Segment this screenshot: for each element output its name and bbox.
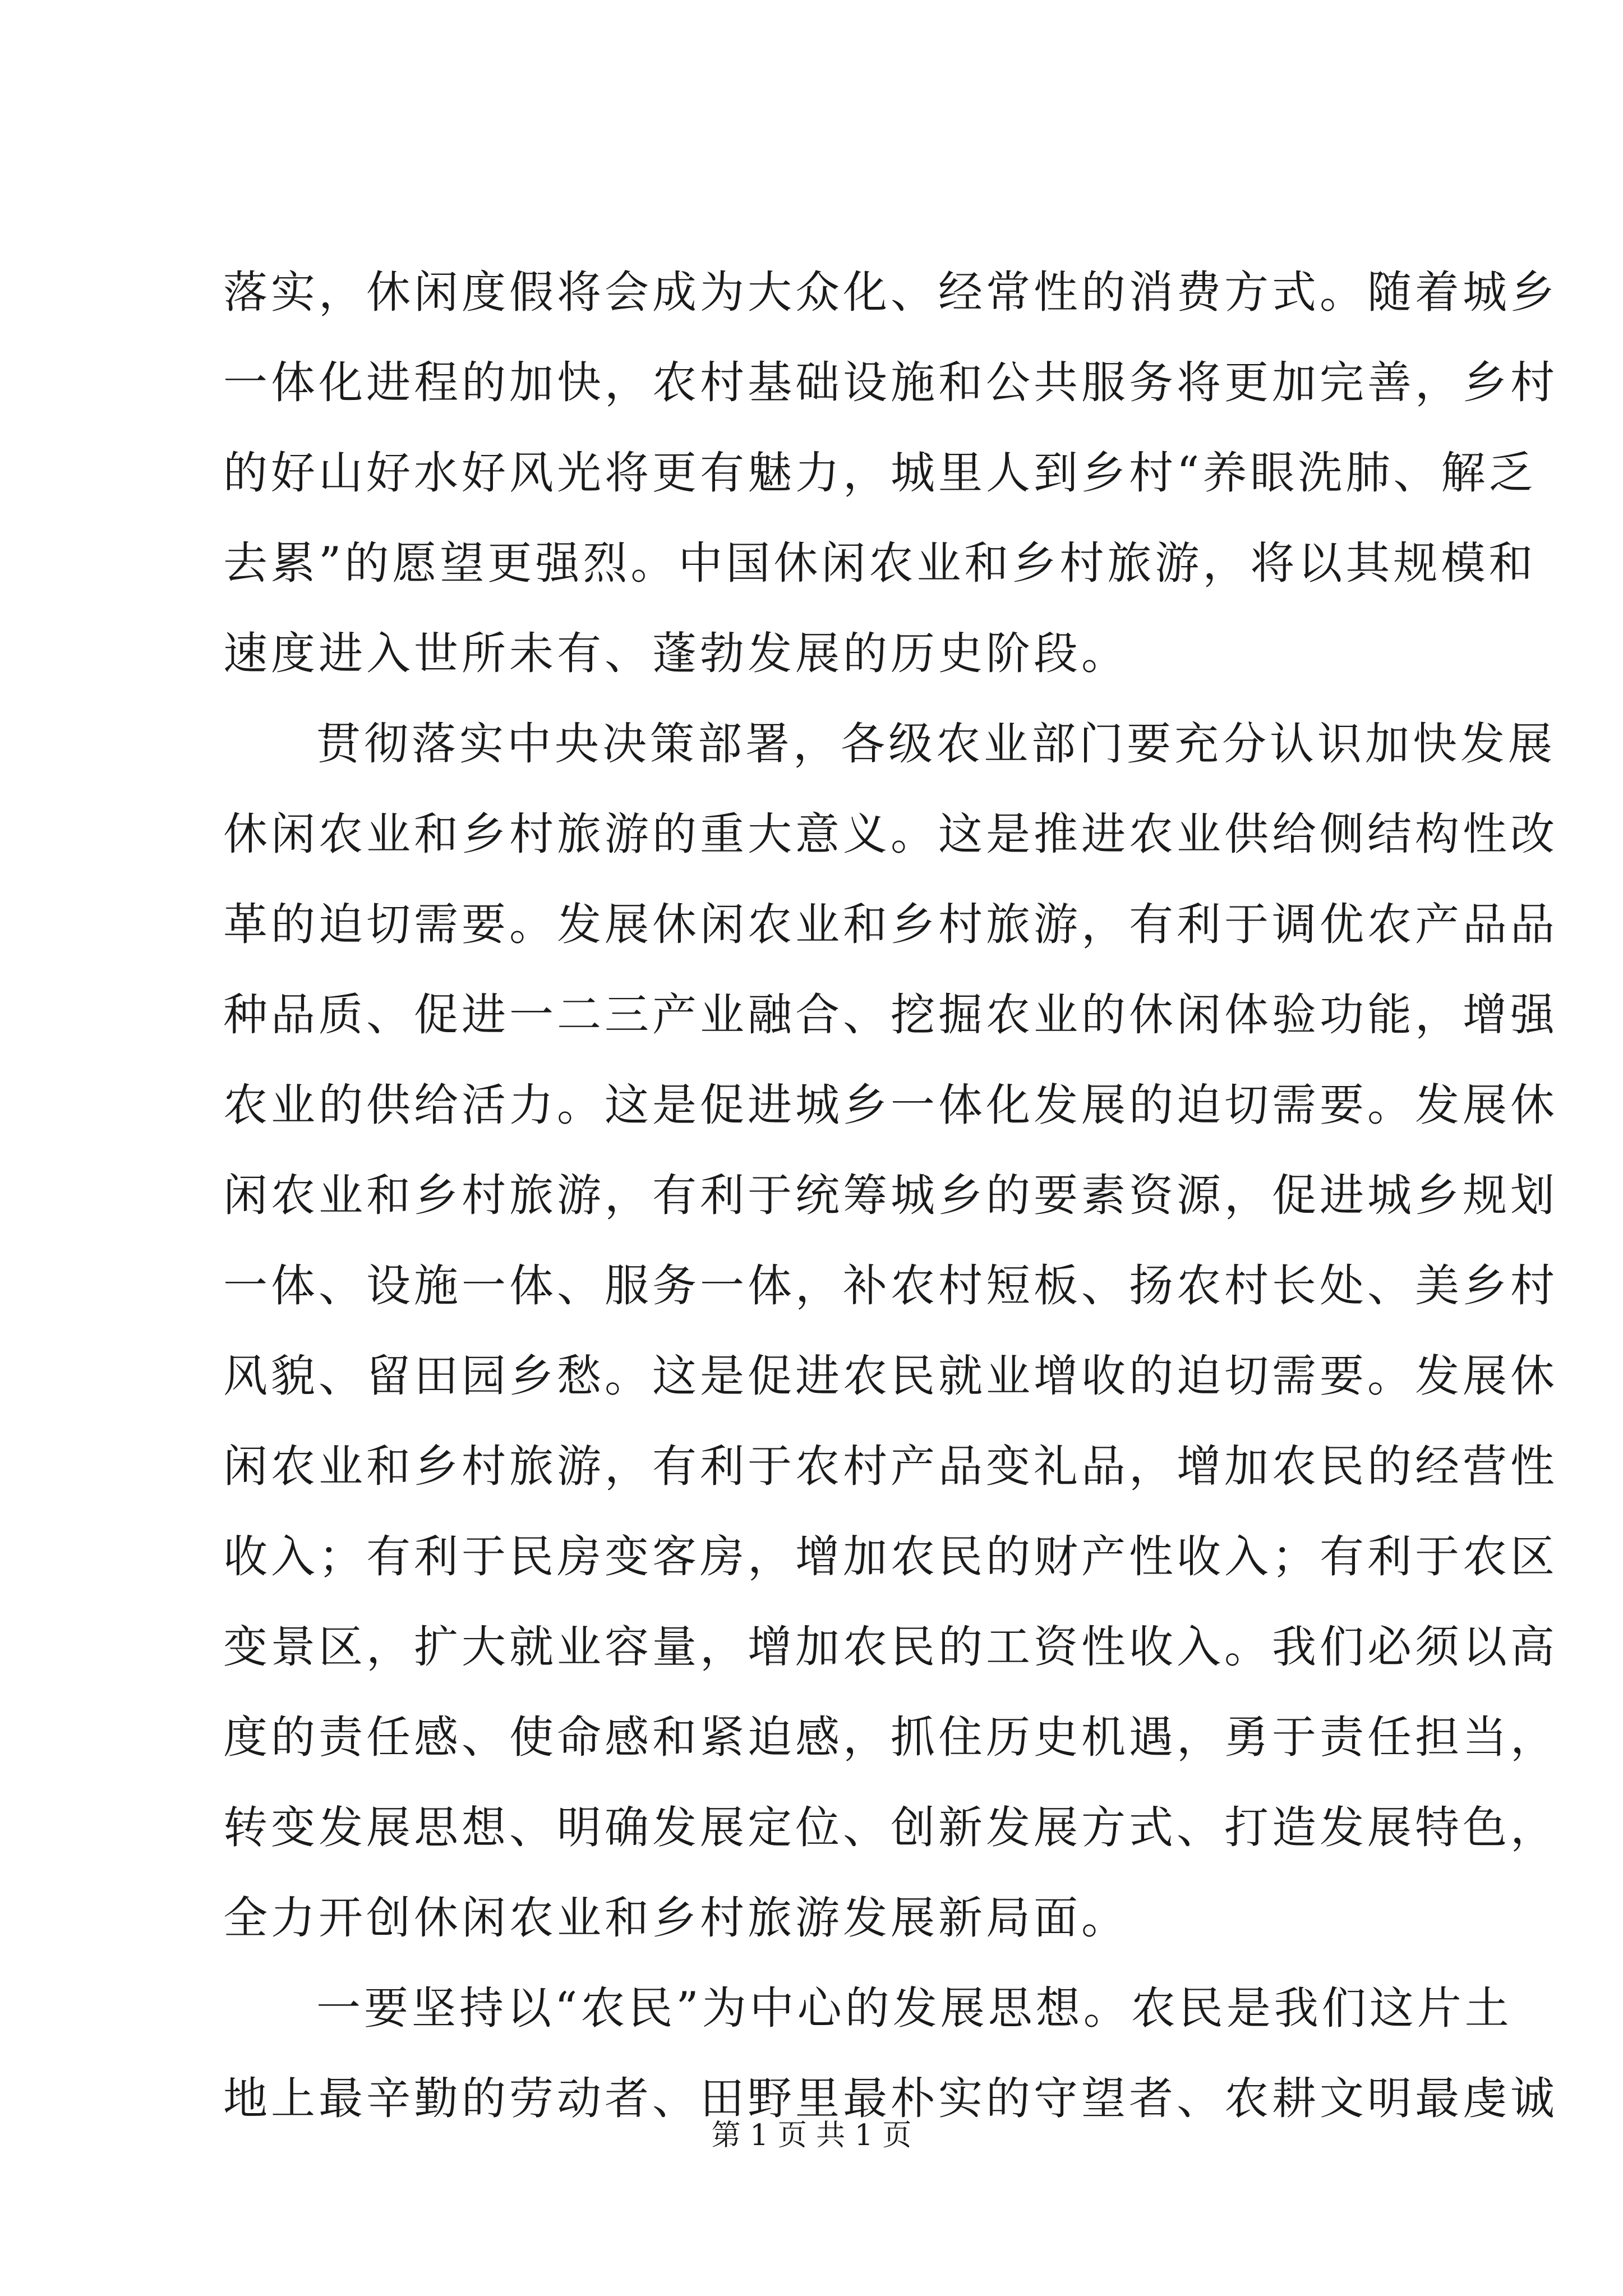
text-line: 一体、设施一体、服务一体，补农村短板、扬农村长处、美乡村 (223, 1260, 1558, 1312)
text-line: 革的迫切需要。发展休闲农业和乡村旅游，有利于调优农产品品 (223, 899, 1558, 950)
text-line: 全力开创休闲农业和乡村旅游发展新局面。 (223, 1892, 1129, 1944)
text-line: 转变发展思想、明确发展定位、创新发展方式、打造发展特色， (223, 1802, 1558, 1853)
text-line: 种品质、促进一二三产业融合、挖掘农业的休闲体验功能，增强 (223, 989, 1558, 1041)
text-line: 度的责任感、使命感和紧迫感，抓住历史机遇，勇于责任担当， (223, 1711, 1558, 1763)
text-line: 的好山好水好风光将更有魅力，城里人到乡村“养眼洗肺、解乏 (223, 447, 1537, 499)
text-line: 一要坚持以“农民”为中心的发展思想。农民是我们这片土 (316, 1982, 1513, 2034)
text-line: 去累”的愿望更强烈。中国休闲农业和乡村旅游，将以其规模和 (223, 537, 1537, 589)
text-line: 落实，休闲度假将会成为大众化、经常性的消费方式。随着城乡 (223, 266, 1558, 318)
text-line: 速度进入世所未有、蓬勃发展的历史阶段。 (223, 628, 1129, 679)
text-line: 休闲农业和乡村旅游的重大意义。这是推进农业供给侧结构性改 (223, 808, 1558, 860)
text-line: 风貌、留田园乡愁。这是促进农民就业增收的迫切需要。发展休 (223, 1350, 1558, 1402)
document-body (223, 247, 1558, 2144)
text-line: 贯彻落实中央决策部署，各级农业部门要充分认识加快发展 (316, 718, 1556, 770)
text-line: 收入；有利于民房变客房，增加农民的财产性收入；有利于农区 (223, 1531, 1558, 1582)
page-number-footer: 第 1 页 共 1 页 (711, 2119, 912, 2152)
text-line: 农业的供给活力。这是促进城乡一体化发展的迫切需要。发展休 (223, 1079, 1558, 1131)
text-line: 闲农业和乡村旅游，有利于农村产品变礼品，增加农民的经营性 (223, 1441, 1558, 1492)
text-line: 地上最辛勤的劳动者、田野里最朴实的守望者、农耕文明最虔诚 (223, 2073, 1558, 2124)
text-line: 闲农业和乡村旅游，有利于统筹城乡的要素资源，促进城乡规划 (223, 1170, 1558, 1221)
text-line: 变景区，扩大就业容量，增加农民的工资性收入。我们必须以高 (223, 1621, 1558, 1673)
text-line: 一体化进程的加快，农村基础设施和公共服务将更加完善，乡村 (223, 357, 1558, 408)
